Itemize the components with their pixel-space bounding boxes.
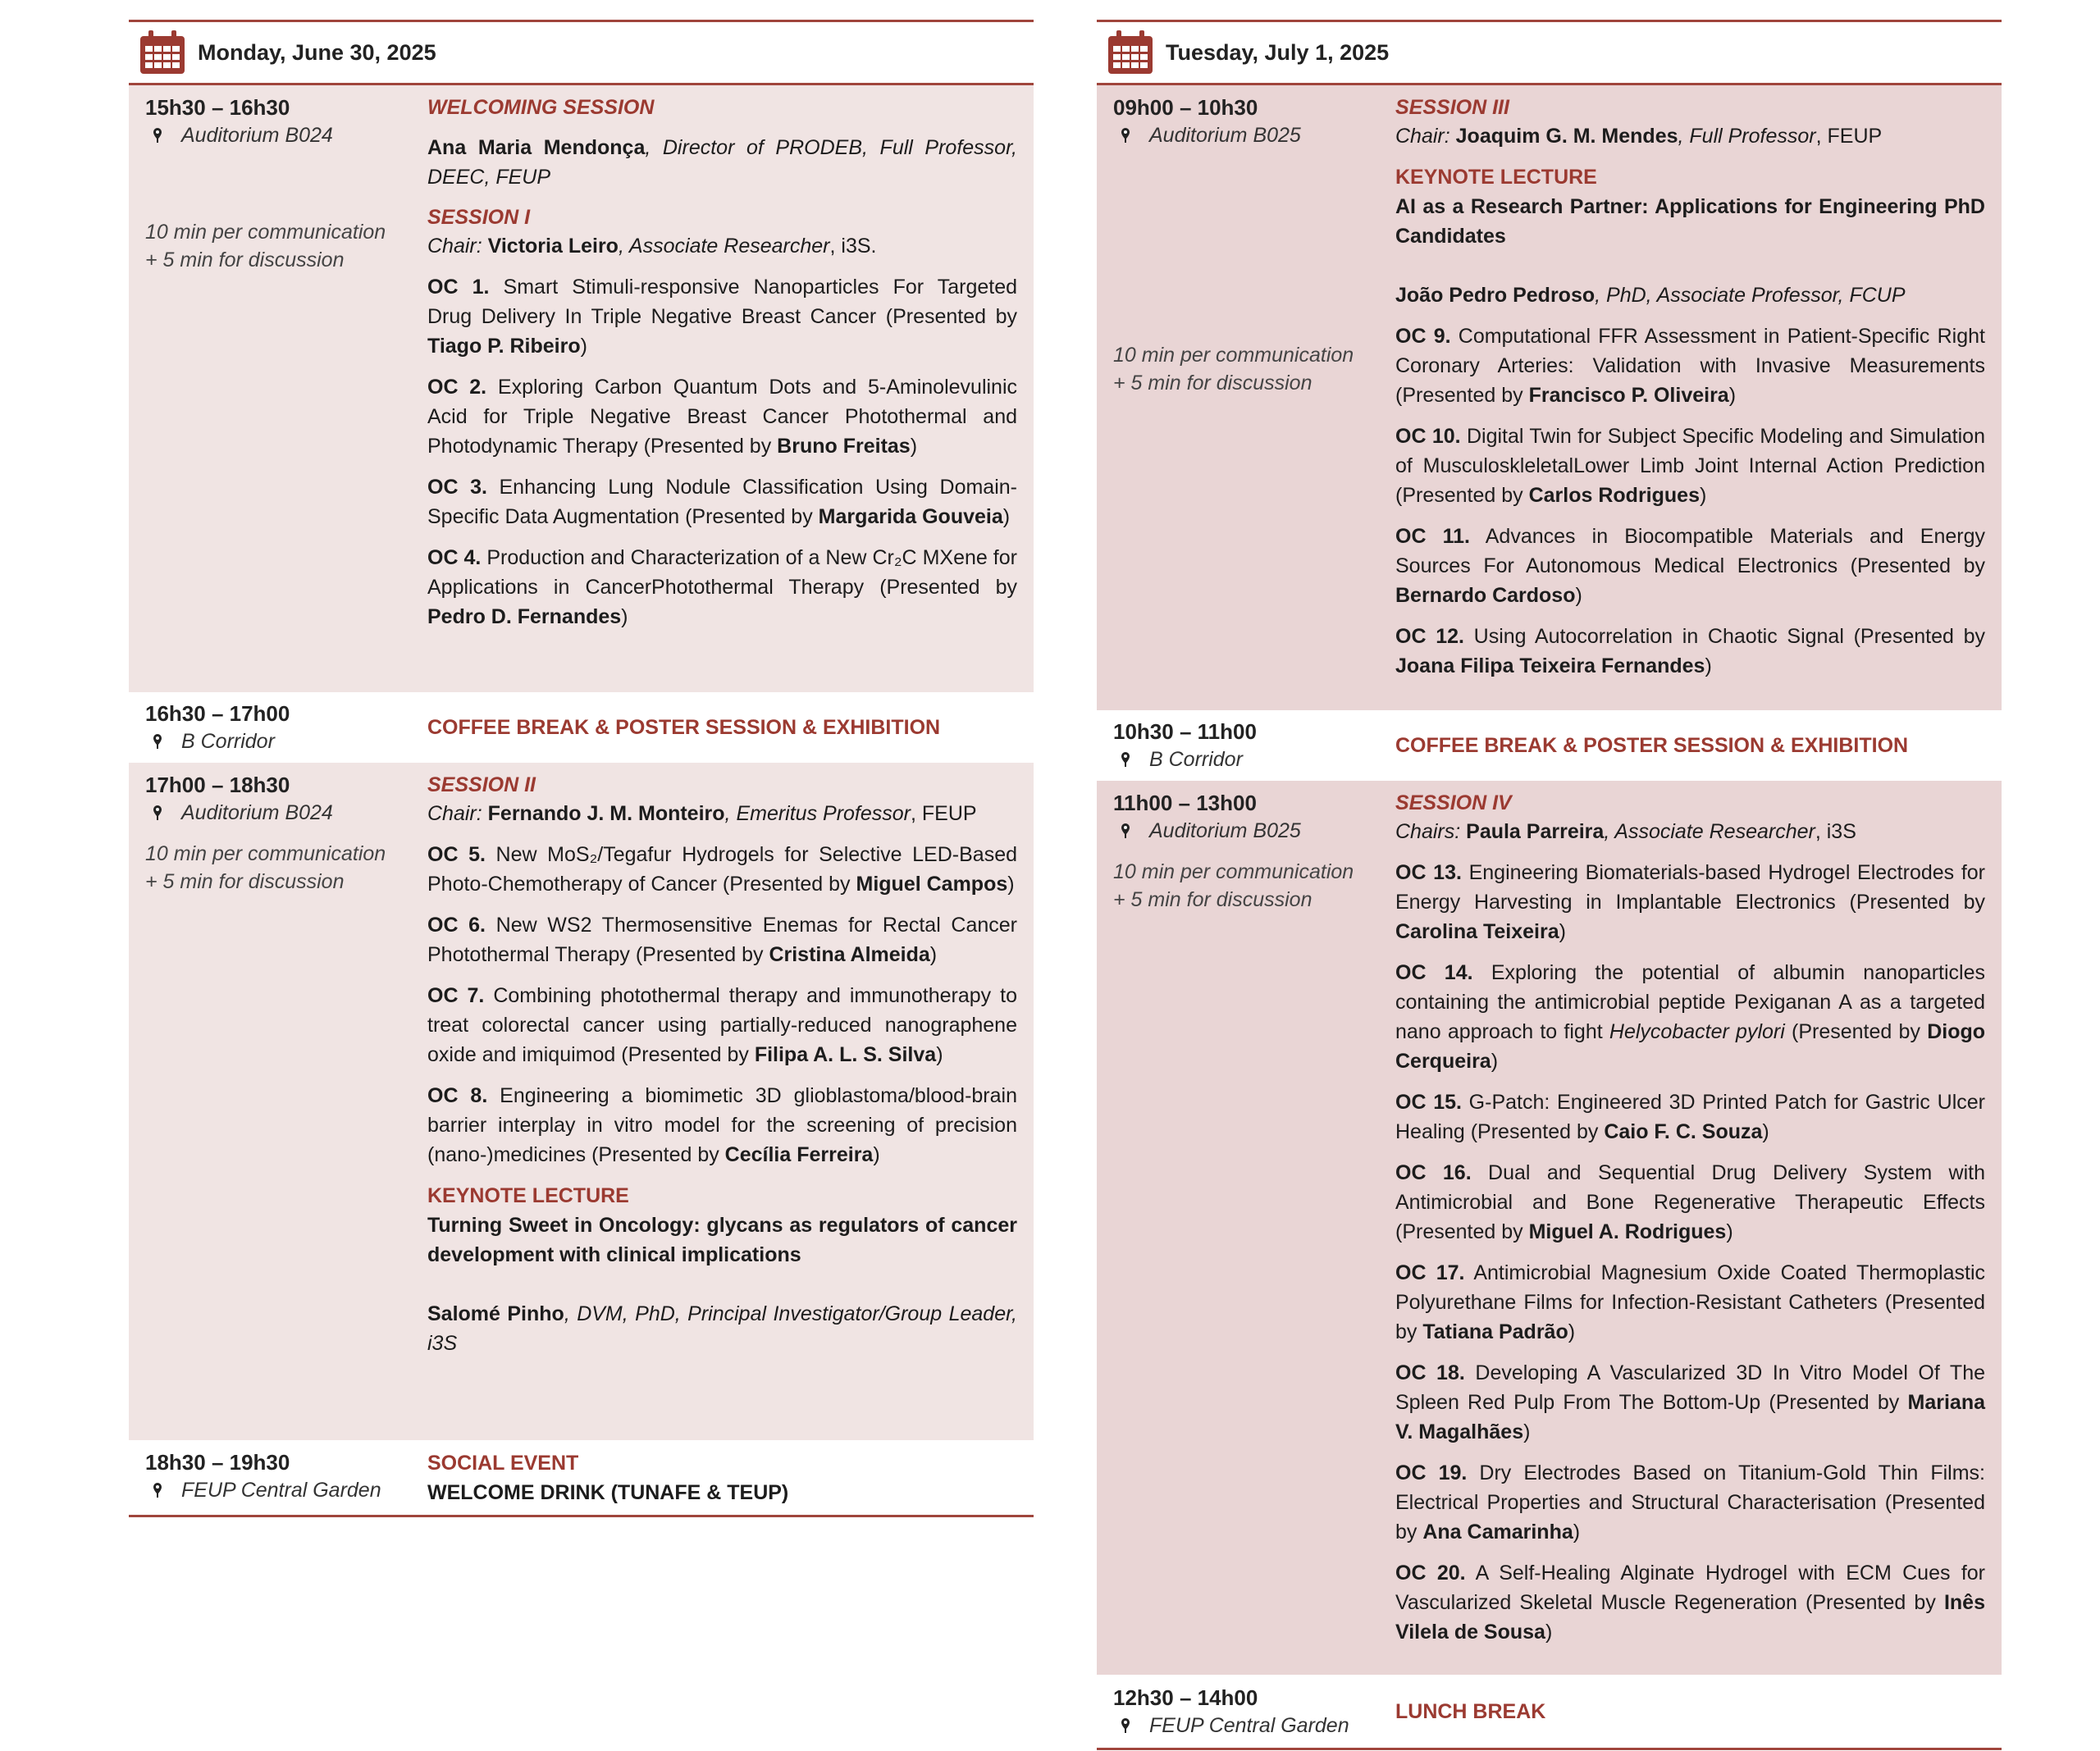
map-pin-icon bbox=[1120, 751, 1131, 768]
block-lunch-break bbox=[1097, 1675, 2002, 1750]
keynote-title: Turning Sweet in Oncology: glycans as regulators of cancer development with clinical implications bbox=[427, 1214, 1017, 1266]
location-label: FEUP Central Garden bbox=[1149, 1713, 1349, 1737]
location bbox=[145, 1476, 427, 1504]
oc-presenter: Tatiana Padrão bbox=[1422, 1320, 1568, 1343]
chair-prefix: Chair: bbox=[427, 802, 488, 825]
timing-note: + 5 min for discussion bbox=[1113, 888, 1312, 911]
oc-number: OC 3. bbox=[427, 476, 487, 499]
timing-note: 10 min per communication bbox=[1113, 344, 1354, 367]
oc-title: Dry Electrodes Based on Titanium-Gold Thin Films: Electrical Properties and Structural Characterisation (Presented by bbox=[1395, 1461, 1985, 1544]
oc-end: ) bbox=[929, 943, 938, 966]
session-chair bbox=[1395, 817, 1985, 846]
chair-prefix: Chair: bbox=[1395, 125, 1456, 148]
calendar-icon bbox=[139, 30, 186, 75]
block-welcome-session-1 bbox=[129, 85, 1034, 692]
location-label: FEUP Central Garden bbox=[181, 1479, 381, 1502]
oc-end: ) bbox=[621, 605, 628, 628]
chair-prefix: Chairs: bbox=[1395, 820, 1467, 843]
oc-end: ) bbox=[1699, 484, 1707, 507]
session-details bbox=[1395, 93, 1985, 702]
oc-title: New WS2 Thermosensitive Enemas for Rectal Cancer Photothermal Therapy (Presented by bbox=[427, 914, 1018, 966]
location-label: B Corridor bbox=[1149, 748, 1243, 771]
oc-number: OC 19. bbox=[1395, 1461, 1468, 1484]
session-chair bbox=[427, 799, 1017, 828]
location bbox=[145, 121, 427, 149]
oc-end: ) bbox=[1007, 873, 1015, 896]
oc-end: ) bbox=[1575, 584, 1582, 607]
map-pin-icon bbox=[152, 1482, 163, 1498]
speaker-name: João Pedro Pedroso bbox=[1395, 284, 1596, 307]
oc-presenter: Ana Camarinha bbox=[1422, 1521, 1573, 1544]
day-monday-column bbox=[129, 20, 1034, 1517]
oc-title: Exploring the potential of albumin nanoparticles containing the antimicrobial peptide Pexiganan A as a targeted nano approach to fight bbox=[1395, 961, 1985, 1043]
time-location-column bbox=[145, 771, 427, 1432]
session-title: SESSION III bbox=[1395, 96, 1509, 119]
time-slot: 11h00 – 13h00 bbox=[1113, 791, 1257, 815]
chair-role: , Emeritus Professor bbox=[724, 802, 911, 825]
oc-number: OC 10. bbox=[1395, 425, 1461, 448]
oc-end: ) bbox=[936, 1043, 943, 1066]
chair-org: , i3S bbox=[1815, 820, 1856, 843]
session-title: SESSION IV bbox=[1395, 791, 1512, 814]
oc-title: Dual and Sequential Drug Delivery System with Antimicrobial and Bone Regenerative Therapeutic Effects (Presented by bbox=[1395, 1161, 1985, 1243]
oral-communication bbox=[1395, 958, 1985, 1076]
time-location-column bbox=[145, 700, 427, 755]
time-slot: 17h00 – 18h30 bbox=[145, 773, 290, 797]
map-pin-icon bbox=[152, 805, 163, 821]
location-label: Auditorium B025 bbox=[1149, 819, 1301, 842]
oc-title-cont: (Presented by bbox=[1784, 1020, 1928, 1043]
oc-presenter: Tiago P. Ribeiro bbox=[427, 335, 581, 358]
location-label: Auditorium B024 bbox=[181, 124, 333, 147]
coffee-break-title: COFFEE BREAK & POSTER SESSION & EXHIBITION bbox=[427, 716, 941, 739]
oc-italic-term: Helycobacter pylori bbox=[1609, 1020, 1785, 1043]
oral-communication bbox=[427, 981, 1017, 1069]
oc-title: Smart Stimuli-responsive Nanoparticles For Targeted Drug Delivery In Triple Negative Breast Cancer (Presented by bbox=[427, 276, 1018, 328]
oc-end: ) bbox=[873, 1143, 880, 1166]
oral-communication bbox=[1395, 622, 1985, 681]
chair-role: , Full Professor bbox=[1678, 125, 1816, 148]
oc-number: OC 17. bbox=[1395, 1261, 1465, 1284]
oc-number: OC 12. bbox=[1395, 625, 1464, 648]
oc-number: OC 4. bbox=[427, 546, 482, 569]
oc-number: OC 7. bbox=[427, 984, 485, 1007]
oc-number: OC 13. bbox=[1395, 861, 1462, 884]
time-slot: 16h30 – 17h00 bbox=[145, 701, 290, 726]
oc-number: OC 5. bbox=[427, 843, 486, 866]
chair-org: , i3S. bbox=[829, 235, 877, 258]
session-details bbox=[427, 1448, 1017, 1507]
location bbox=[145, 727, 427, 755]
welcoming-session-title: WELCOMING SESSION bbox=[427, 96, 655, 119]
map-pin-icon bbox=[1120, 127, 1131, 144]
oc-end: ) bbox=[1491, 1050, 1499, 1073]
session-details bbox=[1395, 731, 1985, 760]
oc-presenter: Francisco P. Oliveira bbox=[1528, 384, 1729, 407]
oral-communication bbox=[1395, 422, 1985, 510]
oc-number: OC 8. bbox=[427, 1084, 488, 1107]
oc-title: Engineering Biomaterials-based Hydrogel Electrodes for Energy Harvesting in Implantable Electronics (Presented by bbox=[1395, 861, 1985, 914]
oral-communication bbox=[1395, 522, 1985, 610]
social-event-subtitle: WELCOME DRINK (TUNAFE & TEUP) bbox=[427, 1481, 789, 1504]
time-slot: 18h30 – 19h30 bbox=[145, 1450, 290, 1475]
time-slot: 09h00 – 10h30 bbox=[1113, 95, 1258, 120]
oc-end: ) bbox=[1728, 384, 1737, 407]
speaker-name: Salomé Pinho bbox=[427, 1302, 564, 1325]
time-slot: 10h30 – 11h00 bbox=[1113, 719, 1257, 744]
time-location-column bbox=[1113, 789, 1395, 1667]
session-title: SESSION I bbox=[427, 206, 531, 229]
chair-org: , FEUP bbox=[1815, 125, 1883, 148]
location bbox=[1113, 817, 1395, 845]
welcome-speaker bbox=[427, 133, 1017, 192]
session-chair bbox=[427, 231, 1017, 261]
coffee-break-title: COFFEE BREAK & POSTER SESSION & EXHIBITION bbox=[1395, 734, 1909, 757]
oc-end: ) bbox=[1573, 1521, 1581, 1544]
oc-end: ) bbox=[1726, 1220, 1733, 1243]
chair-role: , Associate Researcher bbox=[618, 235, 830, 258]
lunch-break-title: LUNCH BREAK bbox=[1395, 1699, 1546, 1723]
chair-org: , FEUP bbox=[911, 802, 977, 825]
oral-communication bbox=[427, 543, 1017, 632]
oc-number: OC 20. bbox=[1395, 1562, 1466, 1585]
block-coffee-break bbox=[129, 692, 1034, 763]
keynote-speaker bbox=[427, 1299, 1017, 1358]
oral-communication bbox=[1395, 1358, 1985, 1447]
location-label: Auditorium B024 bbox=[181, 801, 333, 824]
oc-end: ) bbox=[910, 435, 918, 458]
speaker-name: Ana Maria Mendonça bbox=[427, 136, 646, 159]
chair-name: Fernando J. M. Monteiro bbox=[487, 802, 725, 825]
oc-title: Computational FFR Assessment in Patient-Specific Right Coronary Arteries: Validation with Invasive Measurements (Presented by bbox=[1395, 325, 1985, 407]
oc-title: New MoS₂/Tegafur Hydrogels for Selective LED-Based Photo-Chemotherapy of Cancer (Presented by bbox=[427, 843, 1017, 896]
oc-end: ) bbox=[1762, 1120, 1769, 1143]
block-coffee-break bbox=[1097, 710, 2002, 781]
timing-note: 10 min per communication bbox=[1113, 860, 1354, 883]
oc-presenter: Cristina Almeida bbox=[769, 943, 930, 966]
oral-communication bbox=[427, 272, 1017, 361]
map-pin-icon bbox=[152, 733, 163, 750]
oc-end: ) bbox=[1705, 654, 1712, 677]
keynote-speaker bbox=[1395, 280, 1985, 310]
oc-presenter: Pedro D. Fernandes bbox=[427, 605, 622, 628]
day-title: Tuesday, July 1, 2025 bbox=[1166, 39, 1390, 65]
oc-number: OC 6. bbox=[427, 914, 486, 937]
session-details bbox=[1395, 789, 1985, 1667]
oc-end: ) bbox=[1523, 1420, 1531, 1443]
time-location-column bbox=[145, 1448, 427, 1507]
oc-end: ) bbox=[1545, 1621, 1553, 1644]
time-location-column bbox=[145, 93, 427, 684]
oc-number: OC 16. bbox=[1395, 1161, 1472, 1184]
social-event-title: SOCIAL EVENT bbox=[427, 1452, 579, 1475]
time-location-column bbox=[1113, 718, 1395, 773]
chair-name: Paula Parreira bbox=[1466, 820, 1605, 843]
chair-name: Victoria Leiro bbox=[487, 235, 619, 258]
oral-communication bbox=[1395, 1558, 1985, 1647]
oc-end: ) bbox=[580, 335, 587, 358]
oc-title: Antimicrobial Magnesium Oxide Coated Thermoplastic Polyurethane Films for Infection-Resistant Catheters (Presented by bbox=[1395, 1261, 1985, 1343]
time-slot: 12h30 – 14h00 bbox=[1113, 1685, 1258, 1710]
oc-presenter: Filipa A. L. S. Silva bbox=[754, 1043, 937, 1066]
day-header-monday bbox=[129, 20, 1034, 85]
oc-title: Engineering a biomimetic 3D glioblastoma/blood-brain barrier interplay in vitro model for the screening of precision (nano-)medicines (Presented by bbox=[427, 1084, 1017, 1166]
location-label: B Corridor bbox=[181, 730, 275, 753]
session-details bbox=[427, 93, 1017, 684]
oral-communication bbox=[427, 372, 1017, 461]
oc-title: Combining photothermal therapy and immunotherapy to treat colorectal cancer using partially-reduced nanographene oxide and imiquimod (Presented by bbox=[427, 984, 1018, 1066]
timing-note: 10 min per communication bbox=[145, 842, 386, 865]
day-tuesday-column bbox=[1097, 20, 2002, 1750]
oc-presenter: Bruno Freitas bbox=[777, 435, 911, 458]
oc-title: A Self-Healing Alginate Hydrogel with ECM Cues for Vascularized Skeletal Muscle Regeneration (Presented by bbox=[1395, 1562, 1986, 1614]
block-social-event bbox=[129, 1440, 1034, 1517]
oc-number: OC 2. bbox=[427, 376, 487, 399]
oc-title: Advances in Biocompatible Materials and Energy Sources For Autonomous Medical Electronics (Presented by bbox=[1395, 525, 1985, 577]
oc-presenter: Joana Filipa Teixeira Fernandes bbox=[1395, 654, 1705, 677]
day-title: Monday, June 30, 2025 bbox=[198, 39, 436, 65]
timing-note: + 5 min for discussion bbox=[145, 249, 345, 271]
block-session-3 bbox=[1097, 85, 2002, 710]
chair-role: , Associate Researcher bbox=[1604, 820, 1815, 843]
oral-communication bbox=[1395, 321, 1985, 410]
oc-presenter: Carlos Rodrigues bbox=[1528, 484, 1700, 507]
speaker-role: , Director of PRODEB, Full Professor, DEEC, FEUP bbox=[427, 136, 1017, 189]
map-pin-icon bbox=[1120, 823, 1131, 839]
oral-communication bbox=[427, 1081, 1017, 1170]
day-header-tuesday bbox=[1097, 20, 2002, 85]
map-pin-icon bbox=[152, 127, 163, 144]
oc-presenter: Diogo Cerqueira bbox=[1395, 1020, 1986, 1073]
oc-presenter: Miguel Campos bbox=[856, 873, 1008, 896]
oc-number: OC 15. bbox=[1395, 1091, 1462, 1114]
chair-prefix: Chair: bbox=[427, 235, 488, 258]
oc-number: OC 18. bbox=[1395, 1361, 1465, 1384]
oral-communication bbox=[1395, 858, 1985, 946]
oc-title: Digital Twin for Subject Specific Modeling and Simulation of MusculoskleletalLower Limb Joint Internal Action Prediction (Presented by bbox=[1395, 425, 1985, 507]
location-label: Auditorium B025 bbox=[1149, 124, 1301, 147]
oral-communication bbox=[427, 910, 1017, 969]
oral-communication bbox=[1395, 1258, 1985, 1347]
keynote-title: AI as a Research Partner: Applications for Engineering PhD Candidates bbox=[1395, 195, 1985, 248]
time-location-column bbox=[1113, 93, 1395, 702]
timing-note: 10 min per communication bbox=[145, 221, 386, 244]
block-session-4 bbox=[1097, 781, 2002, 1675]
session-details bbox=[427, 713, 1017, 742]
oc-presenter: Miguel A. Rodrigues bbox=[1528, 1220, 1727, 1243]
oc-number: OC 1. bbox=[427, 276, 490, 299]
oc-title: G-Patch: Engineered 3D Printed Patch for Gastric Ulcer Healing (Presented by bbox=[1395, 1091, 1985, 1143]
location bbox=[1113, 1712, 1395, 1740]
oc-number: OC 14. bbox=[1395, 961, 1473, 984]
oc-title: Production and Characterization of a New Cr₂C MXene for Applications in CancerPhotothermal Therapy (Presented by bbox=[427, 546, 1017, 599]
session-details bbox=[1395, 1697, 1985, 1726]
oc-presenter: Inês Vilela de Sousa bbox=[1395, 1591, 1985, 1644]
calendar-icon bbox=[1107, 30, 1154, 75]
oc-title: Exploring Carbon Quantum Dots and 5-Aminolevulinic Acid for Triple Negative Breast Cancer Photothermal and Photodynamic Therapy (Presented by bbox=[427, 376, 1018, 458]
session-title: SESSION II bbox=[427, 773, 536, 796]
location bbox=[145, 799, 427, 827]
oral-communication bbox=[1395, 1088, 1985, 1147]
oc-end: ) bbox=[1559, 920, 1566, 943]
oc-presenter: Caio F. C. Souza bbox=[1604, 1120, 1763, 1143]
timing-note: + 5 min for discussion bbox=[145, 870, 345, 893]
oc-presenter: Margarida Gouveia bbox=[818, 505, 1003, 528]
oral-communication bbox=[1395, 1158, 1985, 1247]
oral-communication bbox=[427, 840, 1017, 899]
oc-end: ) bbox=[1002, 505, 1011, 528]
timing-note: + 5 min for discussion bbox=[1113, 372, 1312, 394]
oc-end: ) bbox=[1568, 1320, 1576, 1343]
oc-number: OC 11. bbox=[1395, 525, 1470, 548]
oc-title: Enhancing Lung Nodule Classification Using Domain-Specific Data Augmentation (Presented by bbox=[427, 476, 1017, 528]
location bbox=[1113, 121, 1395, 149]
map-pin-icon bbox=[1120, 1717, 1131, 1734]
session-details bbox=[427, 771, 1017, 1432]
speaker-role: , DVM, PhD, Principal Investigator/Group Leader, i3S bbox=[427, 1302, 1018, 1355]
chair-name: Joaquim G. M. Mendes bbox=[1455, 125, 1678, 148]
oral-communication bbox=[427, 472, 1017, 531]
speaker-role: , PhD, Associate Professor, FCUP bbox=[1595, 284, 1906, 307]
oc-title: Using Autocorrelation in Chaotic Signal (Presented by bbox=[1463, 625, 1985, 648]
keynote-label: KEYNOTE LECTURE bbox=[427, 1184, 629, 1207]
keynote-label: KEYNOTE LECTURE bbox=[1395, 166, 1597, 189]
location bbox=[1113, 746, 1395, 773]
oc-number: OC 9. bbox=[1395, 325, 1451, 348]
block-session-2 bbox=[129, 763, 1034, 1440]
oc-presenter: Carolina Teixeira bbox=[1395, 920, 1559, 943]
oc-presenter: Bernardo Cardoso bbox=[1395, 584, 1576, 607]
time-location-column bbox=[1113, 1684, 1395, 1740]
session-chair bbox=[1395, 121, 1985, 151]
oc-presenter: Mariana V. Magalhães bbox=[1395, 1391, 1985, 1443]
time-slot: 15h30 – 16h30 bbox=[145, 95, 290, 120]
oc-presenter: Cecília Ferreira bbox=[724, 1143, 874, 1166]
oc-title: Developing A Vascularized 3D In Vitro Model Of The Spleen Red Pulp From The Bottom-Up (Presented by bbox=[1395, 1361, 1986, 1414]
oral-communication bbox=[1395, 1458, 1985, 1547]
